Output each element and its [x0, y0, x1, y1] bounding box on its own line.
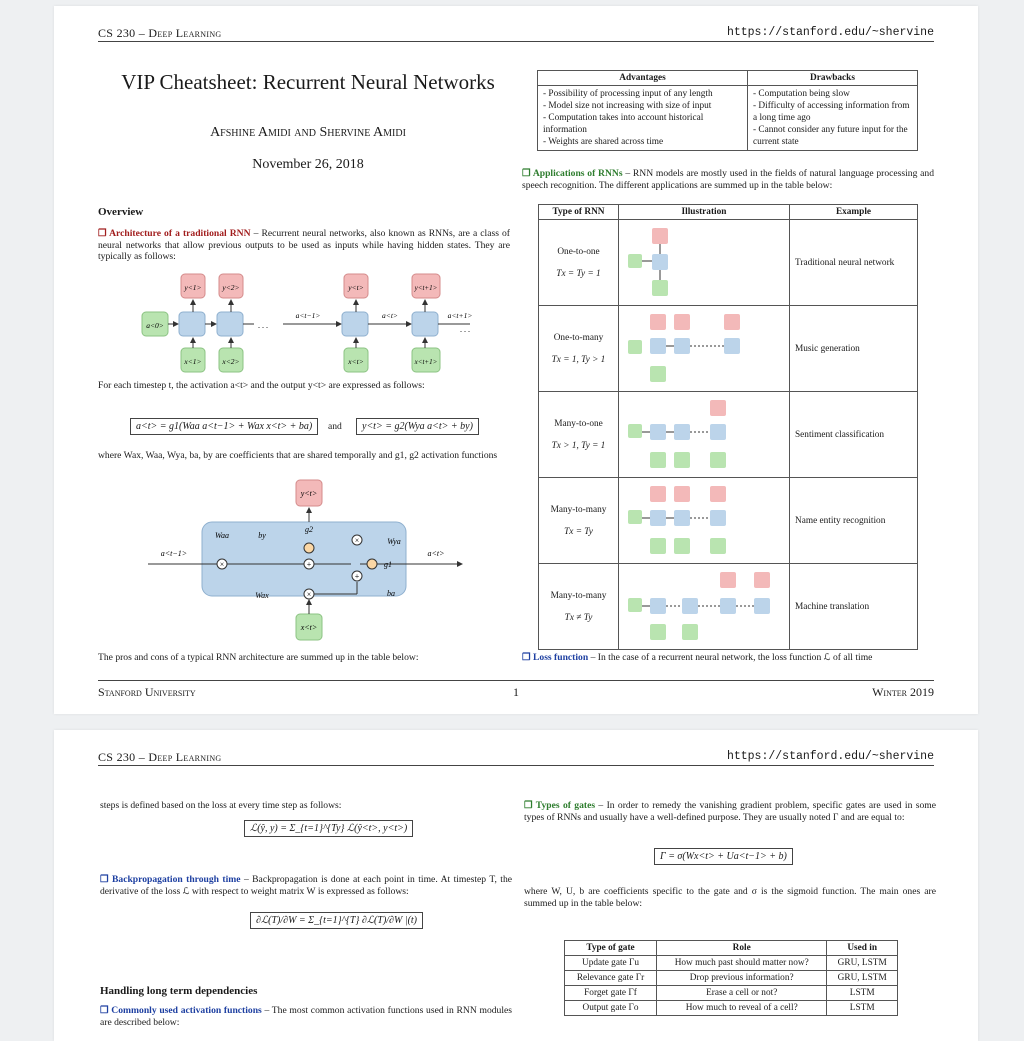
arch-keyword: ❐ Architecture of a traditional RNN	[98, 228, 251, 239]
adv-header: Advantages	[538, 71, 748, 86]
illustration-cell	[619, 392, 790, 478]
xt1-label: x<t+1>	[414, 358, 438, 366]
gate-type-header: Type of gate	[565, 941, 657, 956]
example-cell: Sentiment classification	[790, 392, 918, 478]
cell-yt-label: y<t>	[300, 489, 318, 498]
gate-equation: Γ = σ(Wx<t> + Ua<t−1> + b)	[654, 848, 793, 865]
cell-wax: Wax	[255, 591, 269, 600]
table-row	[539, 564, 918, 650]
apps-keyword: ❐ Applications of RNNs	[522, 168, 623, 179]
bptt-paragraph	[100, 874, 512, 897]
overview-heading: Overview	[98, 206, 144, 218]
rnn-cell-t1	[412, 312, 438, 336]
activation-text: – The most common activation functions used in RNN modules are described below:	[100, 1005, 512, 1028]
type-name: Many-to-one	[554, 418, 603, 429]
adv-item: - Computation takes into account historical information	[543, 113, 704, 135]
eq-and: and	[328, 421, 342, 432]
rnn-cell-1	[179, 312, 205, 336]
at1-label: a<t+1>	[447, 311, 473, 320]
table-row	[565, 956, 898, 971]
rnn-cell-t	[342, 312, 368, 336]
drawback-item: - Difficulty of accessing information from a long time ago	[753, 101, 910, 123]
xt-label: x<t>	[348, 357, 364, 366]
drawback-item: - Cannot consider any future input for the current state	[753, 125, 908, 147]
table-row	[565, 971, 898, 986]
adv-drawbacks-table	[537, 70, 918, 151]
apps-paragraph	[522, 168, 934, 191]
a0-label: a<0>	[146, 321, 164, 330]
adv-cell	[538, 86, 748, 151]
table-row	[565, 1001, 898, 1016]
loss-equation: ℒ(ŷ, y) = Σ_{t=1}^{Ty} ℒ(ŷ<t>, y<t>)	[244, 820, 413, 837]
table-row	[565, 986, 898, 1001]
type-header: Type of RNN	[539, 205, 619, 220]
type-cond: Tx = Ty	[564, 526, 593, 537]
bptt-keyword: ❐ Backpropagation through time	[100, 874, 241, 885]
type-cond: Tx ≠ Ty	[564, 612, 593, 623]
svg-text:×: ×	[354, 536, 360, 545]
header-url[interactable]: https://stanford.edu/~shervine	[726, 26, 934, 39]
cell-wya: Wya	[387, 537, 401, 546]
yt1-label: y<t+1>	[414, 284, 438, 292]
pros-cons-text: The pros and cons of a typical RNN architecture are summed up in the table below:	[98, 652, 419, 663]
svg-text:×: ×	[306, 590, 312, 599]
example-cell: Name entity recognition	[790, 478, 918, 564]
cell-g1: g1	[384, 560, 392, 569]
dots-1: . . .	[258, 321, 268, 330]
cell-ba: ba	[387, 589, 395, 598]
gate-table	[564, 940, 898, 1016]
drawback-item: - Computation being slow	[753, 89, 850, 99]
adv-item: - Weights are shared across time	[543, 137, 664, 147]
one-to-one-illustration	[624, 222, 784, 300]
eq-activation: a<t> = g1(Waa a<t−1> + Wax x<t> + ba)	[130, 418, 318, 435]
doc-authors	[98, 125, 518, 141]
svg-text:+: +	[306, 560, 312, 569]
type-name: Many-to-many	[550, 590, 607, 601]
activation-paragraph	[100, 1005, 512, 1028]
y1-label: y<1>	[184, 283, 202, 292]
page-2	[54, 730, 978, 1041]
gate-used: GRU, LSTM	[827, 956, 898, 971]
table-row	[539, 478, 918, 564]
page-header	[98, 26, 934, 42]
example-cell: Music generation	[790, 306, 918, 392]
loss-text: – In the case of a recurrent neural network, the loss function ℒ of all time	[588, 652, 873, 663]
timestep-text: For each timestep t, the activation a<t> and the output y<t> are expressed as follows:	[98, 380, 425, 391]
page-number: 1	[513, 685, 519, 699]
illustration-cell	[619, 478, 790, 564]
cell-a-in: a<t−1>	[160, 549, 188, 558]
header-course: CS 230 – Deep Learning	[98, 750, 222, 764]
type-name: One-to-many	[553, 332, 604, 343]
cell-a-out: a<t>	[427, 549, 445, 558]
illustration-cell	[619, 564, 790, 650]
footer-left: Stanford University	[98, 685, 196, 699]
loss-paragraph	[522, 652, 934, 664]
drawback-cell	[748, 86, 918, 151]
gate-used: LSTM	[827, 1001, 898, 1016]
table-row	[539, 220, 918, 306]
gate-type: Relevance gate Γr	[565, 971, 657, 986]
header-url[interactable]: https://stanford.edu/~shervine	[726, 750, 934, 763]
type-cond: Tx > 1, Ty = 1	[551, 440, 606, 451]
gate-used: LSTM	[827, 986, 898, 1001]
type-cond: Tx = Ty = 1	[556, 268, 601, 279]
gate-used-header: Used in	[827, 941, 898, 956]
cell-xt-label: x<t>	[300, 623, 318, 632]
machine-translation-illustration	[624, 566, 784, 644]
illustration-header: Illustration	[619, 205, 790, 220]
authors-text: Afshine Amidi and Shervine Amidi	[210, 125, 406, 140]
cell-waa: Waa	[215, 531, 229, 540]
loss-continued: steps is defined based on the loss at every time step as follows:	[100, 800, 342, 811]
page-1	[54, 6, 978, 714]
yt-label: y<t>	[348, 283, 364, 292]
type-cond: Tx = 1, Ty > 1	[551, 354, 606, 365]
example-cell: Machine translation	[790, 564, 918, 650]
long-term-heading: Handling long term dependencies	[100, 985, 258, 997]
gate-role: Drop previous information?	[657, 971, 827, 986]
gates-keyword: ❐ Types of gates	[524, 800, 596, 811]
x2-label: x<2>	[222, 357, 240, 366]
x1-label: x<1>	[184, 357, 202, 366]
bptt-text: – Backpropagation is done at each point in time. At timestep T, the derivative of the loss ℒ with respect to weight matrix W is expressed as follows:	[100, 874, 512, 897]
cell-by: by	[258, 531, 266, 540]
doc-title: VIP Cheatsheet: Recurrent Neural Networks	[121, 70, 495, 94]
eq-output: y<t> = g2(Wya a<t> + by)	[356, 418, 479, 435]
adv-item: - Model size not increasing with size of input	[543, 101, 712, 111]
y2-label: y<2>	[222, 283, 240, 292]
many-to-many-illustration	[624, 480, 784, 558]
footer-right: Winter 2019	[872, 685, 934, 699]
coef-text: where Wax, Waa, Wya, ba, by are coefficients that are shared temporally and g1, g2 activation functions	[98, 450, 498, 461]
doc-date: November 26, 2018	[252, 157, 364, 172]
example-cell: Traditional neural network	[790, 220, 918, 306]
rnn-unrolled-diagram	[138, 264, 478, 376]
gate-role: Erase a cell or not?	[657, 986, 827, 1001]
gate-type: Forget gate Γf	[565, 986, 657, 1001]
gate-role: How much to reveal of a cell?	[657, 1001, 827, 1016]
page-footer	[98, 680, 934, 699]
at-minus-label: a<t−1>	[295, 311, 321, 320]
bptt-equation: ∂ℒ(T)/∂W = Σ_{t=1}^{T} ∂ℒ(T)/∂W |(t)	[250, 912, 423, 929]
dots-2: . . .	[460, 325, 470, 334]
rnn-cell-diagram	[146, 478, 466, 644]
arch-paragraph	[98, 228, 510, 263]
at-label: a<t>	[382, 311, 398, 320]
illustration-cell	[619, 220, 790, 306]
type-name: Many-to-many	[550, 504, 607, 515]
arch-text: – Recurrent neural networks, also known as RNNs, are a class of neural networks that allow previous outputs to be used as inputs while having hidden states. They are typically as follows:	[98, 228, 511, 262]
gate-role-header: Role	[657, 941, 827, 956]
example-header: Example	[790, 205, 918, 220]
activation-keyword: ❐ Commonly used activation functions	[100, 1005, 262, 1016]
adv-item: - Possibility of processing input of any length	[543, 89, 713, 99]
table-row	[539, 306, 918, 392]
illustration-cell	[619, 306, 790, 392]
apps-text: – RNN models are mostly used in the fields of natural language processing and speech recognition. The different applications are summed up in the table below:	[522, 168, 934, 191]
gate-role: How much past should matter now?	[657, 956, 827, 971]
gates-paragraph	[524, 800, 936, 823]
table-row	[539, 392, 918, 478]
drawback-header: Drawbacks	[748, 71, 918, 86]
svg-text:×: ×	[219, 560, 225, 569]
gate-coef-text: where W, U, b are coefficients specific to the gate and σ is the sigmoid function. The main ones are summed up in the table below:	[524, 886, 936, 909]
cell-g2: g2	[305, 525, 313, 534]
gate-type: Update gate Γu	[565, 956, 657, 971]
rnn-types-table	[538, 204, 918, 650]
page-header	[98, 750, 934, 766]
many-to-one-illustration	[624, 394, 784, 472]
gates-text: – In order to remedy the vanishing gradient problem, specific gates are used in some types of RNNs and usually have a well-defined purpose. They are usually noted Γ and are equal to:	[524, 800, 936, 823]
type-name: One-to-one	[557, 246, 600, 257]
loss-keyword: ❐ Loss function	[522, 652, 589, 663]
cell-body	[202, 522, 406, 596]
gate-used: GRU, LSTM	[827, 971, 898, 986]
svg-text:+: +	[354, 572, 360, 581]
gate-type: Output gate Γo	[565, 1001, 657, 1016]
header-course: CS 230 – Deep Learning	[98, 26, 222, 40]
rnn-cell-2	[217, 312, 243, 336]
one-to-many-illustration	[624, 308, 784, 386]
